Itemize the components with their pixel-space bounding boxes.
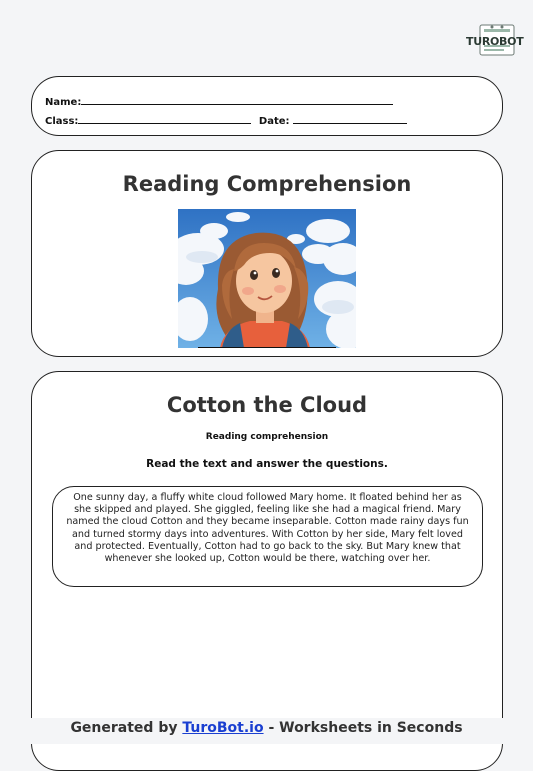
worksheet-card bbox=[31, 371, 503, 771]
girl-looking-at-clouds-illustration bbox=[178, 209, 356, 348]
date-field[interactable] bbox=[293, 113, 407, 124]
turobot-logo bbox=[462, 23, 524, 61]
student-info-card bbox=[31, 76, 503, 136]
instructions: Read the text and answer the questions. bbox=[146, 458, 388, 470]
story-title: Cotton the Cloud bbox=[166, 393, 368, 417]
footer-suffix: - Worksheets in Seconds bbox=[268, 720, 463, 736]
turobot-link[interactable]: TuroBot.io bbox=[182, 720, 264, 736]
logo-text: TUROBOT bbox=[466, 35, 524, 48]
worksheet-subtitle: Reading comprehension bbox=[205, 432, 329, 442]
class-date-line bbox=[45, 113, 407, 127]
name-field[interactable] bbox=[81, 94, 393, 105]
passage-box bbox=[52, 486, 483, 587]
illustration-underline bbox=[198, 347, 336, 348]
title-card bbox=[31, 150, 503, 357]
class-label: Class: bbox=[45, 116, 79, 127]
name-label: Name: bbox=[45, 97, 82, 108]
footer bbox=[0, 718, 533, 744]
page-title: Reading Comprehension bbox=[122, 172, 412, 196]
date-label: Date: bbox=[258, 116, 290, 127]
name-line bbox=[45, 94, 393, 108]
story-passage: One sunny day, a fluffy white cloud followed Mary home. It floated behind her as she skipped and played. She giggled, feeling like she had a magical friend. Mary named the cloud Cotton and they became inseparable. Cotton made rainy days fun and turned stormy days into adventures. With Cotton by her side, Mary felt loved and protected. Eventually, Cotton had to go back to the sky. But Mary knew that whenever she looked up, Cotton would be there, watching over her. bbox=[66, 492, 469, 565]
footer-prefix: Generated by bbox=[70, 720, 178, 736]
class-field[interactable] bbox=[78, 113, 251, 124]
